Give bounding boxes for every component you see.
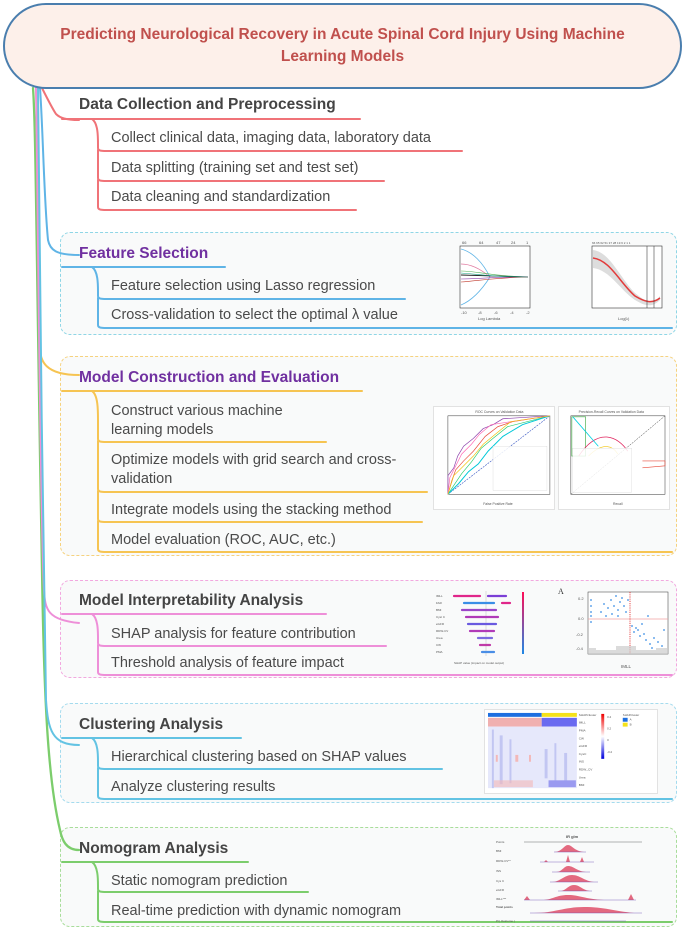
svg-text:eGFR: eGFR (496, 888, 505, 892)
svg-text:SHAPcluster: SHAPcluster (622, 712, 640, 717)
svg-text:24: 24 (511, 240, 516, 245)
svg-text:Recall: Recall (613, 502, 623, 507)
svg-text:RDW_CV: RDW_CV (578, 767, 593, 772)
precision-recall-curves-figure (558, 406, 670, 510)
svg-text:CW: CW (436, 643, 441, 647)
svg-text:B: B (629, 722, 632, 727)
svg-text:eGFR: eGFR (578, 744, 588, 749)
central-topic-label: Predicting Neurological Recovery in Acute Spinal Cord Injury Using Machine Learning Models (60, 26, 625, 65)
svg-text:ROC Curves on Validation Data: ROC Curves on Validation Data (475, 409, 524, 414)
leaf-analyze-clustering[interactable]: Analyze clustering results (111, 779, 276, 795)
svg-text:0.0: 0.0 (578, 616, 584, 621)
svg-text:Points: Points (496, 840, 505, 844)
leaf-lasso[interactable]: Feature selection using Lasso regression (111, 278, 376, 294)
leaf-shap-analysis[interactable]: SHAP analysis for feature contribution (111, 626, 356, 642)
svg-text:PMA: PMA (436, 650, 443, 654)
svg-text:Cyst C: Cyst C (436, 615, 445, 619)
svg-text:-10: -10 (461, 310, 467, 315)
svg-text:-6: -6 (494, 310, 498, 315)
svg-text:SHAPcluster: SHAPcluster (578, 712, 597, 717)
branch-data-collection[interactable]: Data Collection and Preprocessing (79, 96, 336, 113)
svg-text:Total points: Total points (496, 905, 513, 909)
leaf-cross-validation-lambda[interactable]: Cross-validation to select the optimal λ value (111, 307, 398, 323)
svg-text:0.2: 0.2 (607, 726, 612, 731)
svg-text:Pr( Outcome ): Pr( Outcome ) (496, 919, 515, 923)
svg-text:Log(λ): Log(λ) (618, 316, 630, 321)
svg-text:INS: INS (578, 759, 584, 764)
svg-text:1: 1 (526, 240, 529, 245)
leaf-construct-models[interactable]: Construct various machine learning models (111, 403, 283, 438)
branch-model-construction[interactable]: Model Construction and Evaluation (79, 369, 340, 386)
svg-text:0.4: 0.4 (607, 714, 612, 719)
svg-text:A: A (629, 717, 632, 722)
leaf-hierarchical-clustering[interactable]: Hierarchical clustering based on SHAP values (111, 749, 407, 765)
shap-dependence-figure (556, 586, 671, 670)
svg-text:Urea: Urea (436, 636, 443, 640)
branch-interpretability[interactable]: Model Interpretability Analysis (79, 592, 304, 609)
leaf-grid-search[interactable]: Optimize models with grid search and cross-validation (111, 452, 397, 487)
svg-text:-8: -8 (478, 310, 482, 315)
central-topic[interactable] (3, 3, 682, 89)
svg-text:BMI: BMI (496, 849, 502, 853)
svg-text:CysC: CysC (578, 751, 587, 756)
branch-feature-selection[interactable]: Feature Selection (79, 245, 209, 262)
branch-clustering[interactable]: Clustering Analysis (79, 716, 224, 733)
svg-text:SHAP value (impact on model ou: SHAP value (impact on model output) (454, 661, 505, 665)
svg-text:IMLL: IMLL (578, 720, 586, 725)
svg-text:IMLL***: IMLL*** (496, 897, 507, 901)
svg-text:-0.2: -0.2 (607, 749, 613, 754)
svg-text:INS: INS (496, 869, 502, 873)
branch-nomogram[interactable]: Nomogram Analysis (79, 840, 229, 857)
leaf-static-nomogram[interactable]: Static nomogram prediction (111, 873, 288, 889)
svg-text:RDW-CV**: RDW-CV** (496, 859, 511, 863)
svg-text:66 65 62 51 37 28 19 6 2 1 1: 66 65 62 51 37 28 19 6 2 1 1 (592, 241, 631, 245)
leaf-threshold-analysis[interactable]: Threshold analysis of feature impact (111, 655, 344, 671)
leaf-stacking[interactable]: Integrate models using the stacking method (111, 502, 392, 518)
svg-text:IR glm: IR glm (566, 834, 579, 839)
leaf-collect-data[interactable]: Collect clinical data, imaging data, laboratory data (111, 130, 431, 146)
svg-text:66: 66 (462, 240, 467, 245)
svg-text:0.2: 0.2 (578, 596, 584, 601)
svg-text:-2: -2 (526, 310, 530, 315)
leaf-data-cleaning[interactable]: Data cleaning and standardization (111, 189, 331, 205)
svg-text:IMLL: IMLL (436, 594, 443, 598)
svg-text:FAR: FAR (436, 601, 442, 605)
svg-text:A: A (558, 587, 564, 596)
svg-text:Urea: Urea (578, 775, 586, 780)
svg-text:-0.4: -0.4 (576, 646, 583, 651)
svg-text:CW: CW (578, 736, 584, 741)
shap-beeswarm-figure (434, 588, 544, 666)
nomogram-figure (494, 833, 649, 925)
svg-text:Precision-Recall Curves on Val: Precision-Recall Curves on Validation Data (578, 409, 644, 414)
svg-text:-0.2: -0.2 (576, 632, 583, 637)
svg-text:Cys C: Cys C (496, 879, 505, 883)
svg-text:64: 64 (479, 240, 484, 245)
svg-text:Log Lambda: Log Lambda (478, 316, 501, 321)
svg-text:BMI: BMI (578, 783, 585, 788)
leaf-model-evaluation[interactable]: Model evaluation (ROC, AUC, etc.) (111, 532, 336, 548)
shap-cluster-heatmap-figure (484, 709, 658, 794)
svg-text:-4: -4 (510, 310, 514, 315)
leaf-data-splitting[interactable]: Data splitting (training set and test set) (111, 160, 359, 176)
svg-text:RDW-CV: RDW-CV (436, 629, 449, 633)
svg-text:0: 0 (607, 738, 609, 743)
lasso-coefficient-path-figure (448, 238, 533, 323)
lasso-cross-validation-figure (580, 238, 665, 323)
svg-text:IMLL: IMLL (621, 664, 632, 669)
svg-text:47: 47 (496, 240, 501, 245)
leaf-dynamic-nomogram[interactable]: Real-time prediction with dynamic nomogram (111, 903, 402, 919)
roc-curves-figure (433, 406, 555, 510)
svg-text:BMI: BMI (436, 608, 442, 612)
svg-text:PMA: PMA (578, 728, 586, 733)
svg-text:eGFR: eGFR (436, 622, 445, 626)
svg-text:False Positive Rate: False Positive Rate (483, 502, 513, 507)
